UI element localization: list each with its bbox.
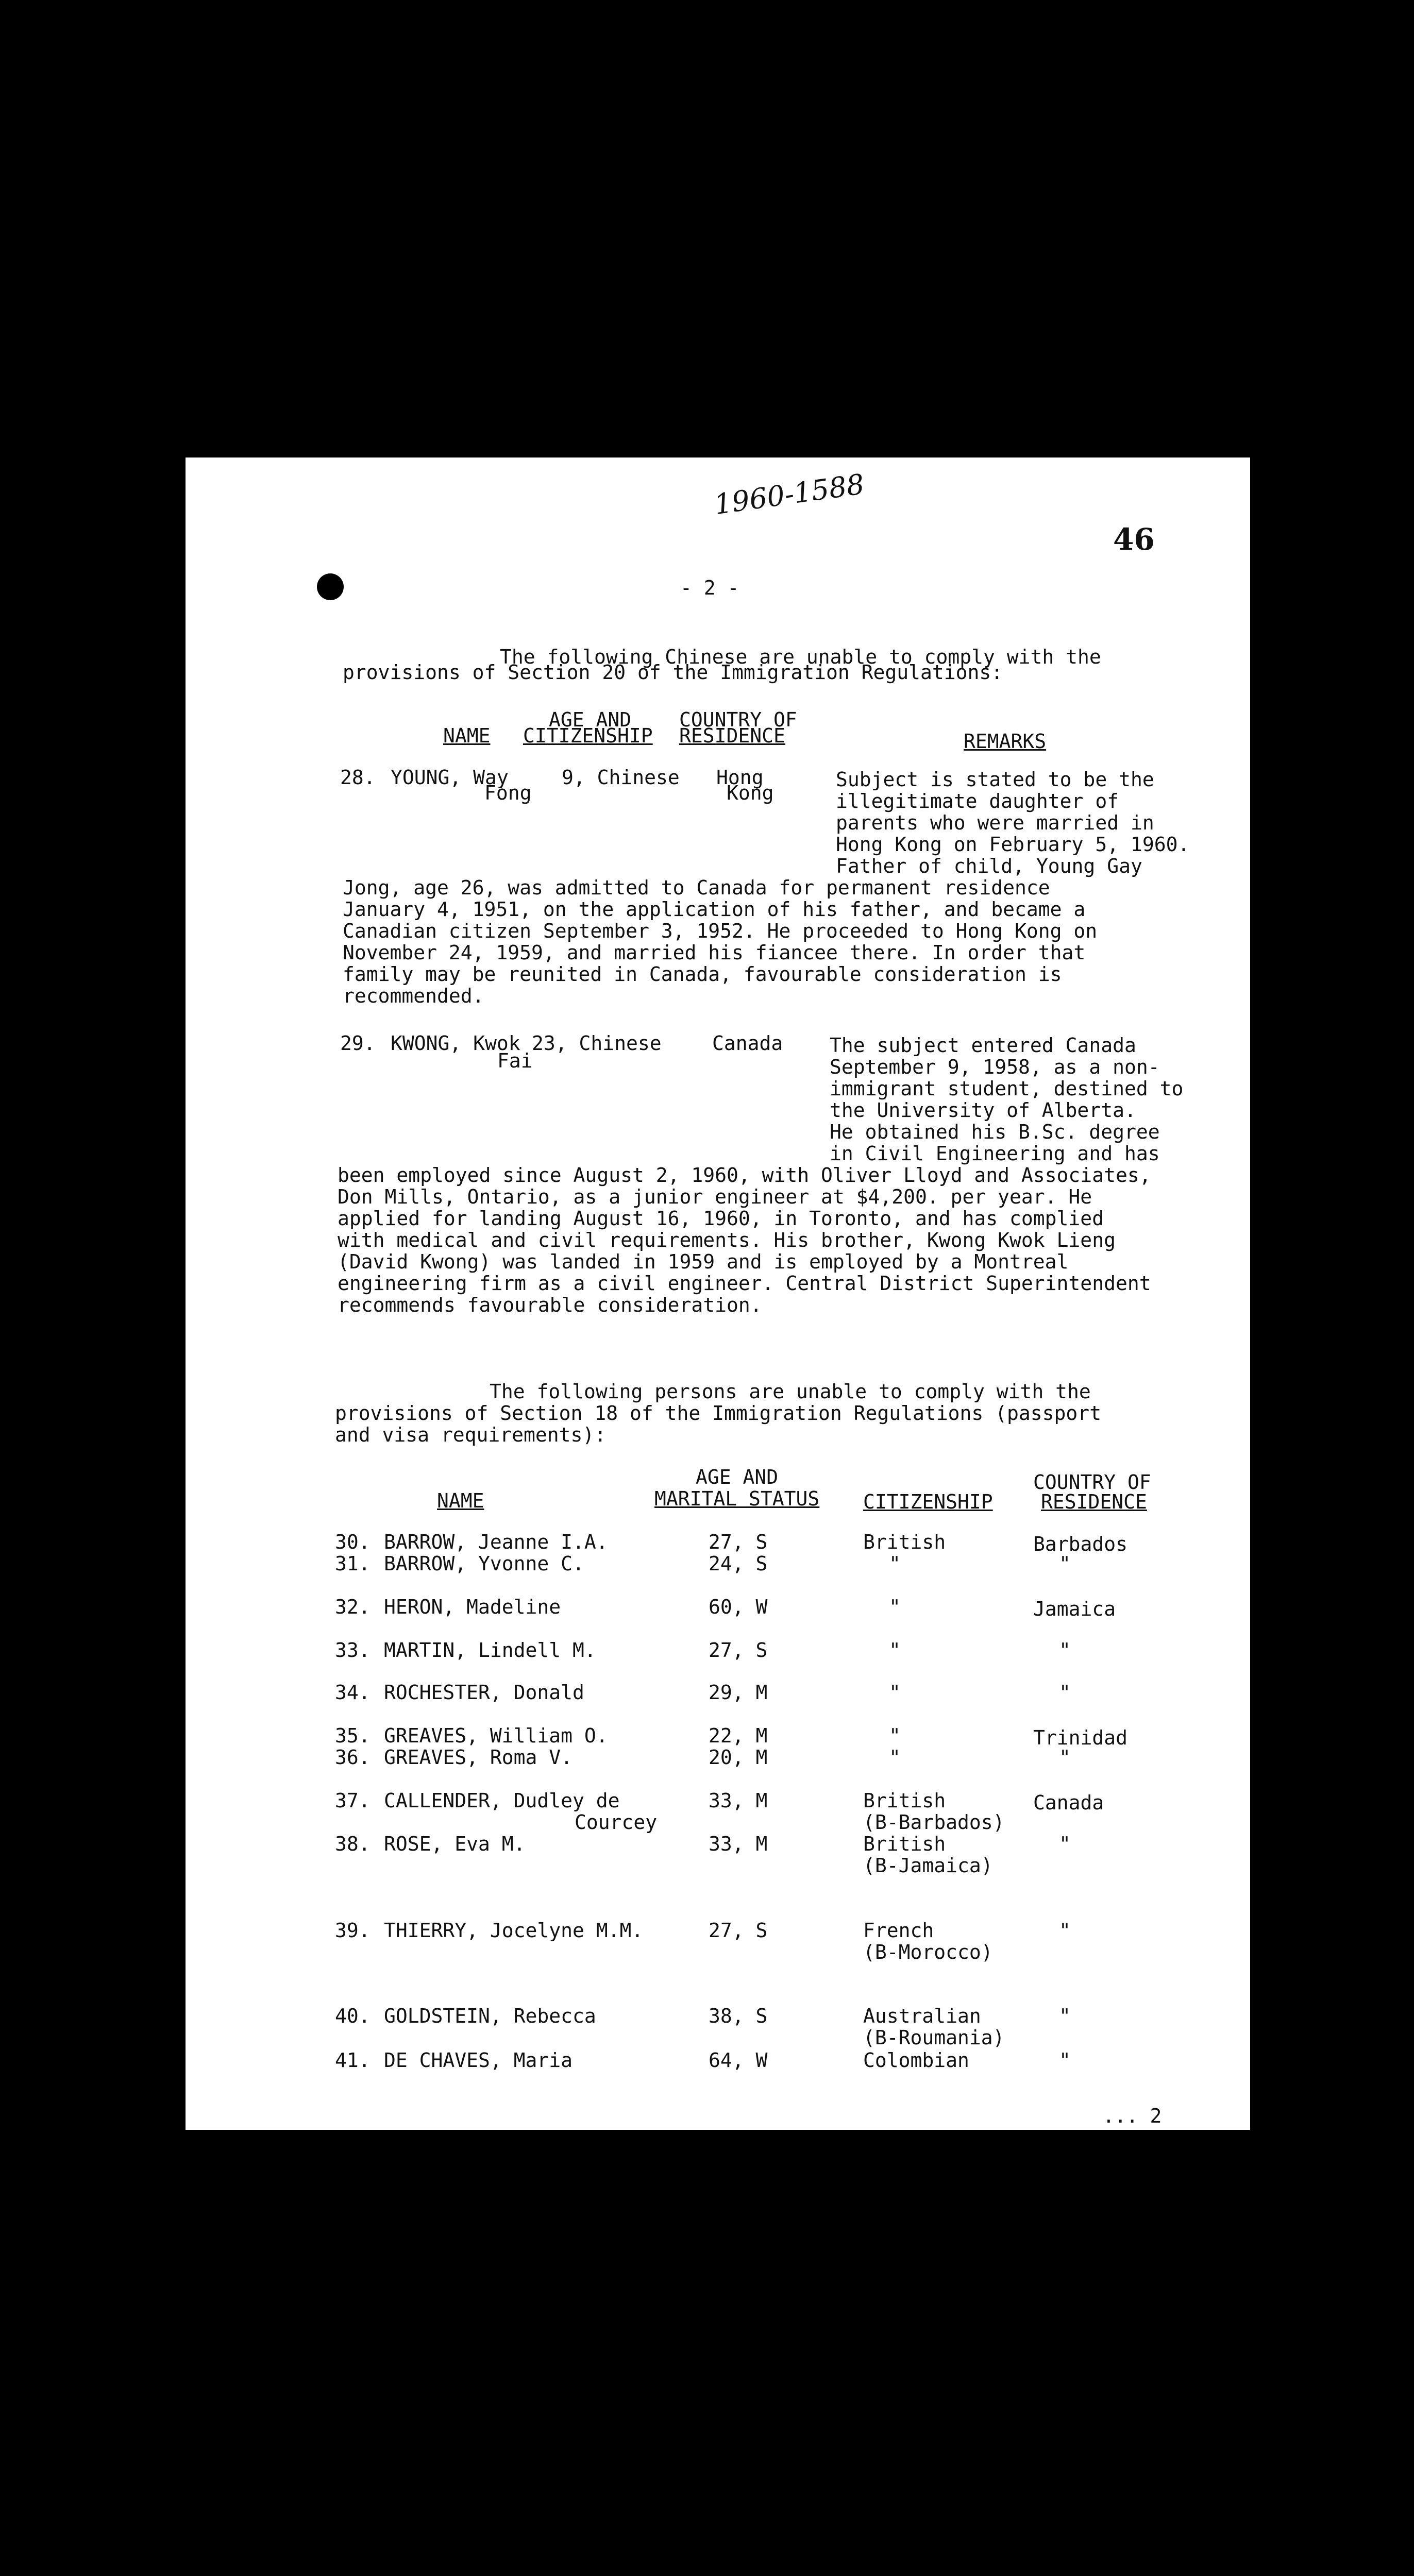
row-residence: " — [1059, 1833, 1071, 1855]
row-age-status: 60, W — [709, 1596, 768, 1618]
row-citizenship: " — [889, 1681, 901, 1704]
col-age-header-line1: AGE AND — [696, 1466, 779, 1488]
row-citizenship-birth: (B-Morocco) — [863, 1941, 993, 1963]
row-citizenship-birth: (B-Barbados) — [863, 1811, 1005, 1834]
row-number: 30. — [335, 1531, 371, 1553]
entry-remarks-line: illegitimate daughter of — [836, 790, 1119, 812]
row-citizenship: British — [863, 1789, 946, 1812]
row-citizenship: British — [863, 1531, 946, 1553]
col-country-header-line2: RESIDENCE — [1041, 1490, 1147, 1513]
entry-body-line: engineering firm as a civil engineer. Central District Superintendent — [338, 1272, 1151, 1295]
row-name: GREAVES, Roma V. — [384, 1746, 573, 1769]
entry-remarks-line: Subject is stated to be the — [836, 768, 1154, 791]
entry-body-line: recommended. — [343, 985, 484, 1007]
punch-hole — [317, 573, 344, 600]
entry-body-line: January 4, 1951, on the application of his father, and became a — [343, 898, 1086, 921]
entry-remarks-line: He obtained his B.Sc. degree — [830, 1121, 1160, 1143]
page-marker: - 2 - — [680, 577, 739, 599]
row-number: 41. — [335, 2049, 371, 2072]
entry-remarks-line: in Civil Engineering and has — [830, 1142, 1160, 1165]
entry-name-line1: YOUNG, Way — [391, 766, 509, 789]
row-citizenship: " — [889, 1639, 901, 1662]
row-name-continuation: Courcey — [575, 1811, 658, 1834]
row-residence: " — [1059, 1746, 1071, 1769]
row-citizenship: Australian — [863, 2005, 981, 2027]
col-citizenship-header: CITIZENSHIP — [863, 1490, 993, 1513]
row-residence: " — [1059, 2049, 1071, 2072]
entry-age-citizenship: 23, Chinese — [532, 1032, 662, 1055]
entry-body-line: November 24, 1959, and married his fiancee there. In order that — [343, 941, 1086, 964]
row-number: 34. — [335, 1681, 371, 1704]
row-age-status: 64, W — [709, 2049, 768, 2072]
row-number: 35. — [335, 1724, 371, 1747]
entry-body-line: with medical and civil requirements. His brother, Kwong Kwok Lieng — [338, 1229, 1116, 1251]
section2-intro-line1: The following persons are unable to comply with the — [490, 1380, 1091, 1403]
entry-remarks-line: parents who were married in — [836, 811, 1154, 834]
row-number: 33. — [335, 1639, 371, 1662]
row-number: 39. — [335, 1919, 371, 1942]
col-country-header-line2: RESIDENCE — [679, 724, 785, 747]
col-name-header: NAME — [443, 724, 491, 747]
entry-name-line2: Fong — [484, 782, 532, 804]
row-name: GREAVES, William O. — [384, 1724, 608, 1747]
entry-name-line2: Fai — [497, 1049, 533, 1072]
entry-body-line: Don Mills, Ontario, as a junior engineer at $4,200. per year. He — [338, 1185, 1092, 1208]
entry-age-citizenship: 9, Chinese — [562, 766, 680, 789]
row-number: 32. — [335, 1596, 371, 1618]
col-country-header-line1: COUNTRY OF — [679, 708, 797, 731]
col-name-header: NAME — [437, 1489, 484, 1512]
row-residence: Trinidad — [1033, 1726, 1128, 1749]
entry-residence-line1: Canada — [712, 1032, 783, 1055]
row-name: DE CHAVES, Maria — [384, 2049, 573, 2072]
row-number: 38. — [335, 1833, 371, 1855]
row-name: ROCHESTER, Donald — [384, 1681, 584, 1704]
entry-remarks-line: Father of child, Young Gay — [836, 855, 1142, 877]
row-age-status: 24, S — [709, 1552, 768, 1575]
row-residence: Barbados — [1033, 1533, 1128, 1555]
row-name: HERON, Madeline — [384, 1596, 561, 1618]
row-age-status: 22, M — [709, 1724, 768, 1747]
row-number: 31. — [335, 1552, 371, 1575]
entry-remarks-line: the University of Alberta. — [830, 1099, 1136, 1122]
row-citizenship: " — [889, 1724, 901, 1747]
row-age-status: 33, M — [709, 1789, 768, 1812]
row-residence: Canada — [1033, 1791, 1104, 1814]
row-residence: " — [1059, 1681, 1071, 1704]
row-residence: " — [1059, 1552, 1071, 1575]
row-citizenship-birth: (B-Roumania) — [863, 2026, 1005, 2049]
entry-body-line: recommends favourable consideration. — [338, 1294, 762, 1316]
row-citizenship: " — [889, 1552, 901, 1575]
row-name: MARTIN, Lindell M. — [384, 1639, 596, 1662]
row-name: ROSE, Eva M. — [384, 1833, 526, 1855]
entry-residence-line1: Hong — [716, 766, 764, 789]
row-name: THIERRY, Jocelyne M.M. — [384, 1919, 644, 1942]
col-remarks-header: REMARKS — [964, 730, 1047, 753]
section2-intro-line2: provisions of Section 18 of the Immigration Regulations (passport — [335, 1402, 1102, 1425]
row-age-status: 27, S — [709, 1531, 768, 1553]
row-citizenship: " — [889, 1596, 901, 1618]
row-name: CALLENDER, Dudley de — [384, 1789, 620, 1812]
page-number: 46 — [1113, 522, 1155, 557]
col-country-header-line1: COUNTRY OF — [1033, 1471, 1151, 1494]
row-age-status: 33, M — [709, 1833, 768, 1855]
section1-intro-line1: The following Chinese are unable to comply with the — [500, 646, 1101, 668]
col-age-header-line2: CITIZENSHIP — [523, 724, 653, 747]
section1-intro-line2: provisions of Section 20 of the Immigration Regulations: — [343, 661, 1003, 684]
entry-body-line: (David Kwong) was landed in 1959 and is employed by a Montreal — [338, 1250, 1069, 1273]
row-name: BARROW, Yvonne C. — [384, 1552, 584, 1575]
col-age-header-line2: MARITAL STATUS — [654, 1487, 820, 1510]
row-residence: Jamaica — [1033, 1598, 1116, 1620]
row-citizenship-birth: (B-Jamaica) — [863, 1854, 993, 1877]
row-number: 36. — [335, 1746, 371, 1769]
entry-remarks-line: immigrant student, destined to — [830, 1077, 1184, 1100]
row-age-status: 20, M — [709, 1746, 768, 1769]
continued-marker: ... 2 — [1103, 2105, 1162, 2127]
entry-number: 28. — [340, 766, 376, 789]
row-citizenship: Colombian — [863, 2049, 969, 2072]
entry-remarks-line: The subject entered Canada — [830, 1034, 1136, 1057]
row-age-status: 29, M — [709, 1681, 768, 1704]
row-citizenship: " — [889, 1746, 901, 1769]
row-number: 40. — [335, 2005, 371, 2027]
row-residence: " — [1059, 1919, 1071, 1942]
entry-remarks-line: September 9, 1958, as a non- — [830, 1056, 1160, 1078]
col-age-header-line1: AGE AND — [549, 708, 632, 731]
row-number: 37. — [335, 1789, 371, 1812]
entry-body-line: Canadian citizen September 3, 1952. He proceeded to Hong Kong on — [343, 920, 1098, 942]
section2-intro-line3: and visa requirements): — [335, 1423, 607, 1446]
handwritten-number: 1960-1588 — [712, 467, 867, 521]
row-residence: " — [1059, 1639, 1071, 1662]
entry-residence-line2: Kong — [727, 782, 774, 804]
entry-body-line: been employed since August 2, 1960, with Oliver Lloyd and Associates, — [338, 1164, 1151, 1187]
row-name: BARROW, Jeanne I.A. — [384, 1531, 608, 1553]
row-age-status: 38, S — [709, 2005, 768, 2027]
entry-body-line: applied for landing August 16, 1960, in Toronto, and has complied — [338, 1207, 1104, 1230]
entry-body-line: Jong, age 26, was admitted to Canada for permanent residence — [343, 876, 1050, 899]
entry-number: 29. — [340, 1032, 376, 1055]
document-page — [186, 457, 1250, 2130]
entry-body-line: family may be reunited in Canada, favourable consideration is — [343, 963, 1062, 986]
row-residence: " — [1059, 2005, 1071, 2027]
entry-remarks-line: Hong Kong on February 5, 1960. — [836, 833, 1190, 856]
row-age-status: 27, S — [709, 1919, 768, 1942]
row-citizenship: French — [863, 1919, 934, 1942]
row-citizenship: British — [863, 1833, 946, 1855]
row-age-status: 27, S — [709, 1639, 768, 1662]
entry-name-line1: KWONG, Kwok — [391, 1032, 520, 1055]
row-name: GOLDSTEIN, Rebecca — [384, 2005, 596, 2027]
